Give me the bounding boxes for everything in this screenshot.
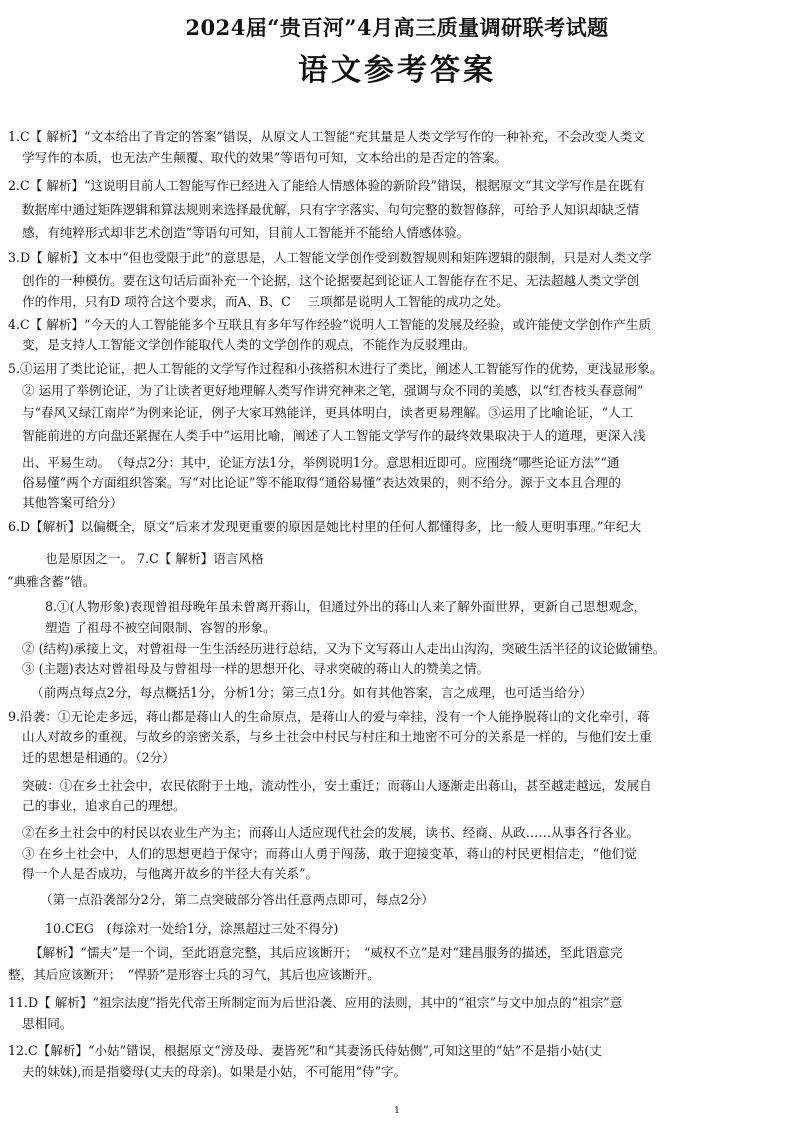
answer-line: 也是原因之一。 7.C【 解析】语言风格 [45, 551, 264, 566]
answer-line: 1.C【 解析】“文本给出了肯定的答案”错误，从原文人工智能“充其量是人类文学写作的一种补充，不会改变人类文 [8, 129, 645, 144]
answer-line: 整，其后应该断开； “悍骄”是形容士兵的习气，其后也应该断开。 [8, 967, 380, 982]
answer-line: 数据库中通过矩阵逻辑和算法规则来选择最优解，只有字字落实、句句完整的数智修辞，可给予人知识却缺乏情 [22, 202, 640, 217]
answer-line: 山人对故乡的重视，与故乡的亲密关系，与乡土社会中村民与村庄和土地密不可分的关系是一样的，与他们安土重 [22, 729, 652, 744]
answer-line: 2.C【 解析】“这说明目前人工智能写作已经进入了能给人情感体验的新阶段”错误，根据原文“其文学写作是在既有 [8, 178, 645, 193]
answer-line: 出、平易生动。 （每点2分：其中，论证方法1分，举例说明1分。意思相近即可。应围绕“哪些论证方法”“通 [22, 455, 620, 470]
answer-line: 智能前进的方向盘还紧握在人类手中”运用比喻，阐述了人工智能文学写作的最终效果取决于人的道理，更深入浅 [22, 428, 646, 443]
answer-line: 突破：①在乡土社会中，农民依附于土地，流动性小，安土重迁；而蒋山人逐渐走出蒋山，甚至越走越远，发展自 [22, 778, 652, 793]
answer-line: （第一点沿袭部分2分，第二点突破部分答出任意两点即可，每点2分） [40, 892, 434, 907]
answer-line: 学写作的本质，也无法产生颠覆、取代的效果”等语句可知，文本给出的是否定的答案。 [22, 150, 508, 165]
answer-line: 10.CEG (每涂对一处给1分，涂黑超过三处不得分) [45, 921, 339, 936]
answer-line: （前两点每点2分，每点概括1分，分析1分；第三点1分。如有其他答案，言之成理，也可适当给分） [31, 685, 592, 700]
page-number: 1 [394, 1106, 400, 1116]
answer-line: 得一个人是否成功，与他离开故乡的半径大有关系”。 [22, 866, 319, 881]
answer-line: 9.沿袭：①无论走多远，蒋山都是蒋山人的生命原点，是蒋山人的爱与牵挂，没有一个人能挣脱蒋山的文化牵引，蒋 [8, 709, 650, 724]
answer-line: 4.C【 解析】“今天的人工智能能多个互联且有多年写作经验”说明人工智能的发展及经验，或许能使文学创作产生质 [8, 317, 652, 332]
answer-line: 己的事业，追求自己的理想。 [22, 798, 186, 813]
answer-line: 俗易懂”两个方面组织答案。写“对比论证”等不能取得“通俗易懂”表达效果的，则不给分。源于文本且合理的 [22, 475, 621, 490]
answer-key-title: 语文参考答案 [298, 53, 496, 88]
answer-line: 【解析】“懦夫”是一个词，至此语意完整，其后应该断开； “威权不立”是对“建昌服务的描述，至此语意完 [30, 945, 623, 960]
answer-line: ③ (主题)表达对曾祖母及与曾祖母一样的思想开化、寻求突破的蒋山人的赞美之情。 [22, 661, 490, 676]
answer-line: ② (结构)承接上文，对曾祖母一生生活经历进行总结，又为下文写蒋山人走出山沟沟，突破生活半径的议论做铺垫。 [22, 641, 666, 656]
answer-line: 迁的思想是相通的。（2分） [22, 750, 175, 765]
answer-line: 作的作用，只有D 项符合这个要求，而A、B、C 三项都是说明人工智能的成功之处。 [22, 294, 509, 309]
answer-line: ② 运用了举例论证，为了让读者更好地理解人类写作讲究神来之笔，强调与众不同的美感，以“红杏枝头春意闹” [22, 383, 644, 398]
answer-line: 思相同。 [22, 1016, 73, 1031]
answer-line: 其他答案可给分） [22, 495, 123, 510]
answer-line: 11.D【 解析】“祖宗法度”指先代帝王所制定而为后世沿袭、应用的法则，其中的“祖宗”与文中加点的“祖宗”意 [8, 995, 623, 1010]
answer-line: 12.C【解析】“小姑”错误，根据原文“滂及母、妻皆死”和“其妻汤氏侍姑侧”,可知这里的“姑”不是指小姑(丈 [8, 1043, 602, 1058]
answer-line: 8.①(人物形象)表现曾祖母晚年虽未曾离开蒋山，但通过外出的蒋山人来了解外面世界，更新自己思想观念， [45, 599, 647, 614]
answer-line: 6.D【解析】以偏概全，原文“后来才发现更重要的原因是她比村里的任何人都懂得多，比一般人更明事理。”年纪大 [8, 519, 642, 534]
answer-line: 3.D【 解析】文本中“但也受限于此”的意思是，人工智能文学创作受到数智规则和矩阵逻辑的限制，只是对人类文学 [8, 250, 652, 265]
answer-line: 与“春风又绿江南岸”为例来论证，例子大家耳熟能详，更具体明白，读者更易理解。③运用了比喻论证，“人工 [22, 405, 634, 420]
answer-line: ②在乡土社会中的村民以农业生产为主；而蒋山人适应现代社会的发展，读书、经商、从政……从事各行各业。 [22, 825, 640, 840]
answer-line: 创作的一种模仿。要在这句话后面补充一个论据，这个论据要起到论证人工智能存在不足、无法超越人类文学创 [22, 273, 640, 288]
answer-line: 塑造 了祖母不被空间限制、容智的形象。 [45, 620, 276, 635]
answer-line: 5.①运用了类比论证，把人工智能的文学写作过程和小孩搭积木进行了类比，阐述人工智能写作的优势，更浅显形象。 [8, 361, 663, 376]
answer-line: 变，是支持人工智能文学创作能取代人类的文学创作的观点，不能作为反驳理由。 [22, 337, 476, 352]
answer-line: “典雅含蓄”错。 [7, 574, 96, 589]
answer-line: ③ 在乡土社会中，人们的思想更趋于保守；而蒋山人勇于闯荡，敢于迎接变革，蒋山的村民更相信走，“他们觉 [22, 846, 637, 861]
exam-title: 2024届“贵百河”4月高三质量调研联考试题 [185, 15, 609, 40]
answer-line: 感，有纯粹形式却非艺术创造”等语句可知，目前人工智能并不能给人情感体验。 [22, 225, 470, 240]
answer-line: 夫的妹妹),而是指婆母(丈夫的母亲)。如果是小姑，不可能用“侍”字。 [22, 1064, 407, 1079]
